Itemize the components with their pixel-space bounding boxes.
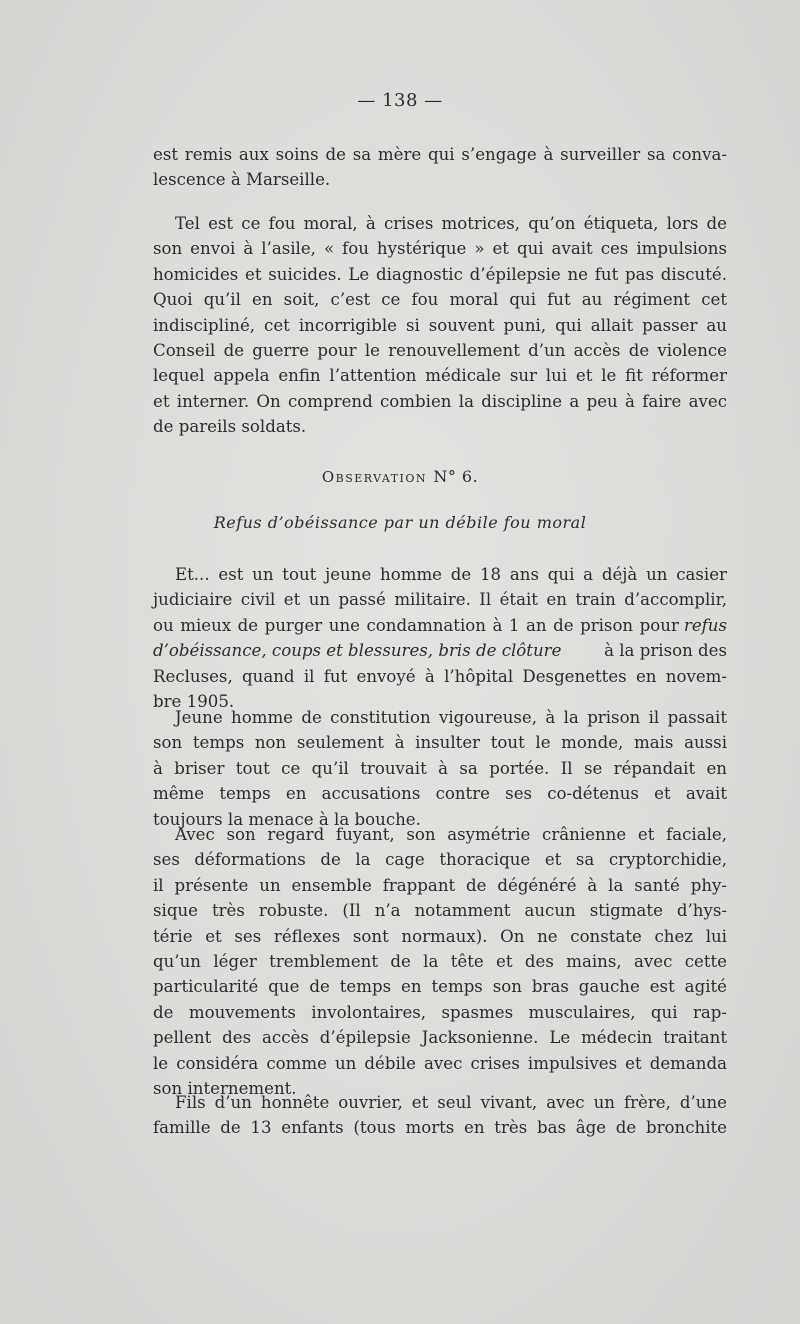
- text-line: à briser tout ce qu’il trouvait à sa portée. Il se répandait en: [153, 758, 727, 778]
- text-line: [153, 638, 727, 663]
- text-line: Jeune homme de constitution vigoureuse, à la prison il passait: [175, 708, 727, 727]
- text-line: Avec son regard fuyant, son asymétrie crânienne et faciale,: [175, 825, 727, 844]
- text-line: Conseil de guerre pour le renouvellement d’un accès de violence: [153, 340, 727, 360]
- text-line: même temps en accusations contre ses co-détenus et avait: [153, 784, 727, 804]
- text-line: Recluses, quand il fut envoyé à l’hôpital Desgenettes en novem-: [153, 666, 727, 686]
- text-fragment: à la prison des: [604, 641, 727, 661]
- text-line: et interner. On comprend combien la discipline a peu à faire avec: [153, 391, 727, 411]
- text-line: son temps non seulement à insulter tout le monde, mais aussi: [153, 733, 727, 753]
- text-line: judiciaire civil et un passé militaire. Il était en train d’accomplir,: [153, 590, 727, 610]
- paragraph-case-intro: [153, 562, 727, 714]
- text-line: homicides et suicides. Le diagnostic d’épilepsie ne fut pas discuté.: [153, 264, 727, 284]
- text-line: son internement.: [153, 1078, 297, 1098]
- page-number: — 138 —: [357, 90, 443, 111]
- text-fragment-italic: refus: [683, 615, 727, 635]
- text-line: de pareils soldats.: [153, 417, 307, 437]
- observation-label: Observation: [321, 468, 428, 486]
- text-line: [153, 613, 727, 638]
- observation-heading: [0, 467, 800, 486]
- text-line: ses déformations de la cage thoracique et sa cryptorchidie,: [153, 850, 727, 870]
- text-line: il présente un ensemble frappant de dégénéré à la santé phy-: [153, 875, 727, 895]
- text-line: famille de 13 enfants (tous morts en très bas âge de bronchite: [153, 1118, 727, 1138]
- observation-subtitle: Refus d’obéissance par un débile fou moral: [213, 513, 587, 532]
- text-line: indiscipliné, cet incorrigible si souvent puni, qui allait passer au: [153, 315, 727, 335]
- text-line: pellent des accès d’épilepsie Jacksonienne. Le médecin traitant: [153, 1028, 727, 1048]
- text-line: Fils d’un honnête ouvrier, et seul vivant, avec un frère, d’une: [175, 1093, 727, 1112]
- text-line: qu’un léger tremblement de la tête et des mains, avec cette: [153, 951, 727, 971]
- paragraph-continuation: [153, 142, 727, 193]
- text-line: de mouvements involontaires, spasmes musculaires, qui rap-: [153, 1002, 727, 1022]
- text-line: Quoi qu’il en soit, c’est ce fou moral qui fut au régiment cet: [153, 290, 727, 310]
- paragraph-family: [153, 1090, 727, 1141]
- text-line: le considéra comme un débile avec crises impulsives et demanda: [153, 1053, 727, 1073]
- paragraph-examination: [153, 822, 727, 1101]
- text-line: sique très robuste. (Il n’a notamment aucun stigmate d’hys-: [153, 901, 727, 921]
- text-line: Tel est ce fou moral, à crises motrices, qu’on étiqueta, lors de: [175, 214, 727, 233]
- text-line: térie et ses réflexes sont normaux). On ne constate chez lui: [153, 926, 727, 946]
- text-line: est remis aux soins de sa mère qui s’engage à surveiller sa conva-: [153, 145, 727, 164]
- text-line: Et... est un tout jeune homme de 18 ans qui a déjà un casier: [175, 565, 727, 584]
- paragraph-behavior: [153, 705, 727, 832]
- text-fragment: ou mieux de purger une condamnation à 1 an de prison pour: [153, 615, 679, 635]
- text-line: particularité que de temps en temps son bras gauche est agité: [153, 977, 727, 997]
- text-line: lescence à Marseille.: [153, 170, 331, 190]
- paragraph-fou-moral: [153, 211, 727, 440]
- observation-number: N° 6.: [433, 467, 479, 486]
- text-fragment-italic: d’obéissance, coups et blessures, bris de clôture: [153, 641, 562, 661]
- text-line: lequel appela enfin l’attention médicale sur lui et le fit réformer: [153, 366, 727, 386]
- text-line: toujours la menace à la bouche.: [153, 809, 421, 829]
- text-line: bre 1905.: [153, 691, 235, 711]
- text-line: son envoi à l’asile, « fou hystérique » et qui avait ces impulsions: [153, 239, 727, 259]
